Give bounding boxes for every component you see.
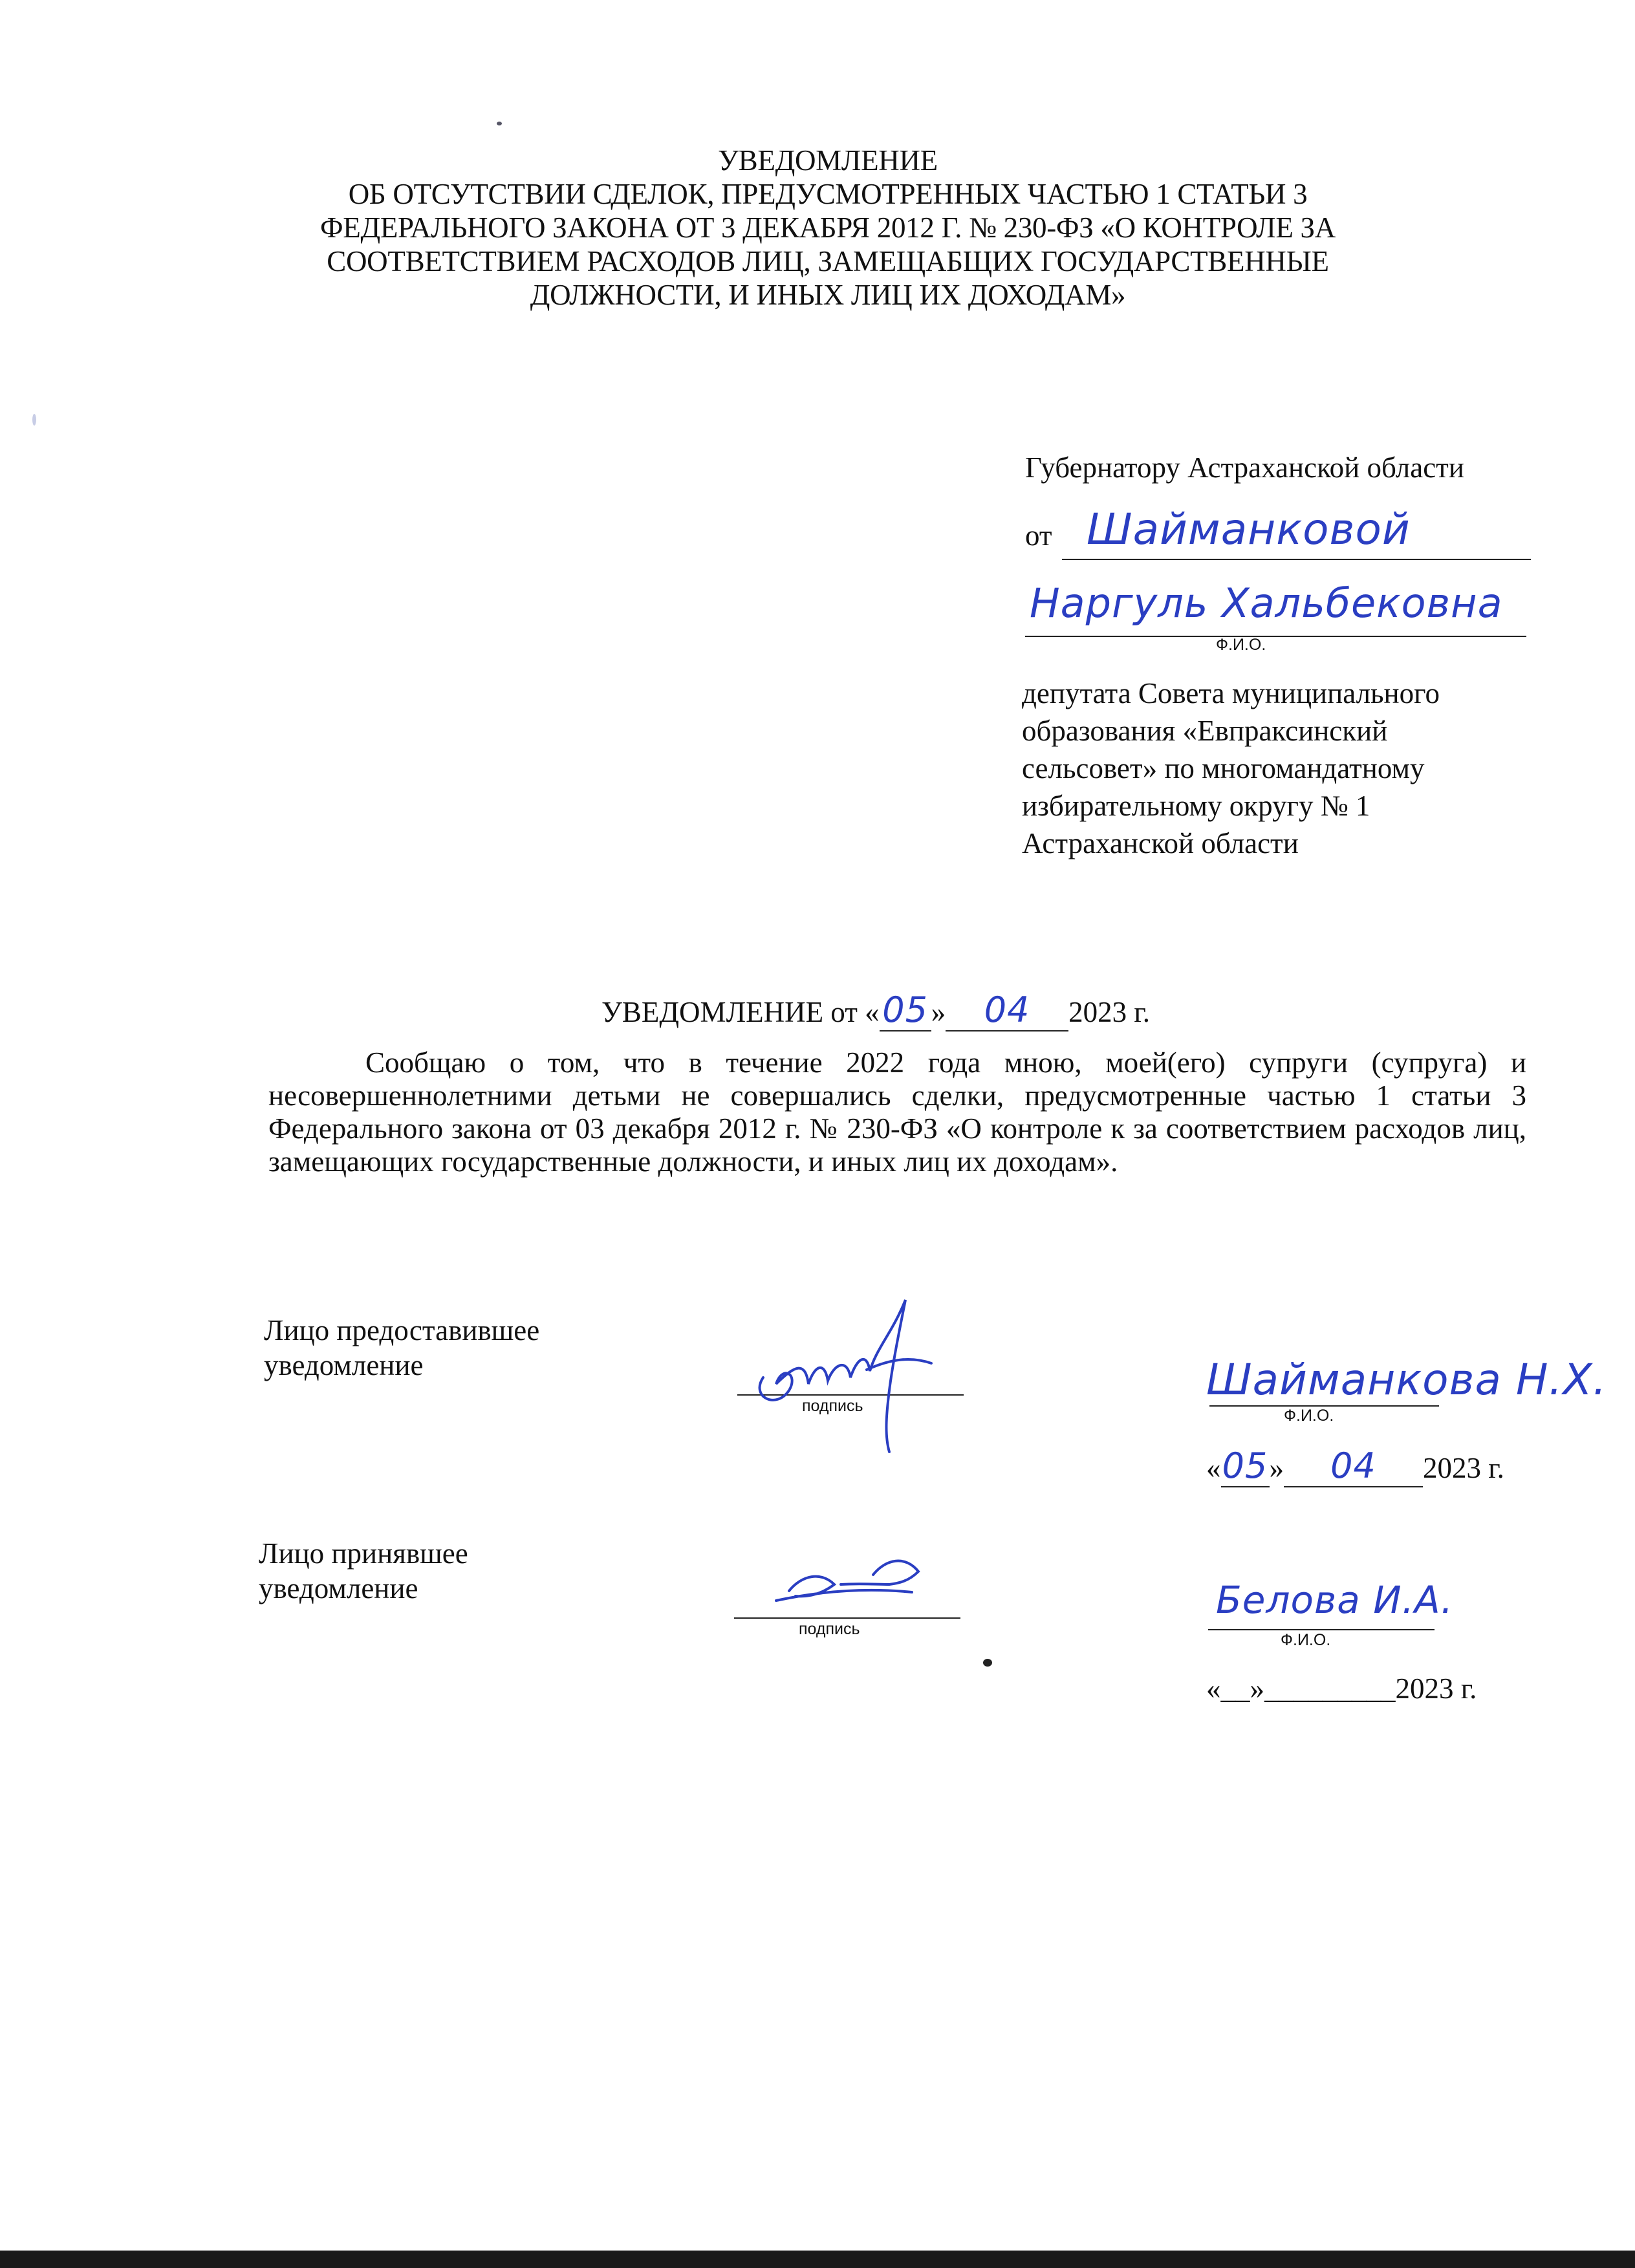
receiver-signature-caption: подпись: [799, 1620, 860, 1638]
notice-body-paragraph: Сообщаю о том, что в течение 2022 года мною, моей(его) супруги (супруга) и несовершеннолетними детьми не совершались сделки, предусмотренные частью 1 статьи 3 Федерального закона от 03 декабря 2012 г. № 230-ФЗ «О контроле к за соответствием расходов лиц, замещающих государственные должности, и иных лиц их доходам».: [268, 1046, 1526, 1178]
receiver-label-line-1: Лицо принявшее: [259, 1537, 468, 1570]
addressee-position: [1022, 675, 1440, 862]
submitter-signature: [737, 1287, 996, 1455]
position-line-5: Астраханской области: [1022, 827, 1299, 859]
scan-speck: [497, 122, 502, 125]
receiver-fio-caption: Ф.И.О.: [1281, 1631, 1331, 1649]
notice-date-year: 2023 г.: [1068, 996, 1151, 1028]
from-fio-caption: Ф.И.О.: [1216, 636, 1266, 654]
submitter-fio-caption: Ф.И.О.: [1284, 1407, 1334, 1425]
receiver-date: «__»_________2023 г.: [1206, 1672, 1477, 1705]
submitter-date-year: 2023 г.: [1423, 1452, 1504, 1484]
notice-date-prefix: УВЕДОМЛЕНИЕ от «: [601, 996, 880, 1028]
document-title: [272, 144, 1384, 312]
position-line-3: сельсовет» по многомандатному: [1022, 752, 1425, 784]
submitter-date-mid: »: [1269, 1452, 1284, 1484]
submitter-day-handwritten: 05: [1222, 1445, 1268, 1486]
from-name-handwritten: Наргуль Хальбековна: [1030, 579, 1503, 627]
notice-day-handwritten: 05: [882, 989, 928, 1030]
title-line-5: ДОЛЖНОСТИ, И ИНЫХ ЛИЦ ИХ ДОХОДАМ»: [530, 279, 1126, 311]
title-line-1: УВЕДОМЛЕНИЕ: [718, 144, 938, 177]
scan-speck: [32, 414, 36, 426]
notice-month-handwritten: 04: [984, 989, 1030, 1030]
submitter-label: [264, 1313, 539, 1383]
receiver-fio-handwritten: Белова И.А.: [1216, 1578, 1454, 1622]
title-line-2: ОБ ОТСУТСТВИИ СДЕЛОК, ПРЕДУСМОТРЕННЫХ ЧАСТЬЮ 1 СТАТЬИ 3: [348, 178, 1308, 210]
receiver-label-line-2: уведомление: [259, 1572, 418, 1604]
title-line-3: ФЕДЕРАЛЬНОГО ЗАКОНА ОТ 3 ДЕКАБРЯ 2012 Г. № 230-ФЗ «О КОНТРОЛЕ ЗА: [320, 211, 1336, 244]
notice-date-mid: »: [931, 996, 946, 1028]
submitter-signature-caption: подпись: [802, 1397, 863, 1415]
submitter-month-handwritten: 04: [1330, 1445, 1376, 1486]
submitter-fio-handwritten: Шайманкова Н.Х.: [1206, 1355, 1607, 1405]
position-line-2: образования «Евпраксинский: [1022, 715, 1388, 747]
submitter-label-line-2: уведомление: [264, 1349, 424, 1381]
addressee-to: Губернатору Астраханской области: [1025, 451, 1464, 484]
receiver-label: [259, 1536, 468, 1606]
receiver-fio-line: [1208, 1628, 1435, 1630]
submitter-date: [1206, 1445, 1504, 1487]
notice-date-line: [601, 989, 1150, 1031]
notice-body: [268, 1046, 1526, 1178]
ink-speck: [983, 1659, 992, 1667]
submitter-label-line-1: Лицо предоставившее: [264, 1314, 540, 1346]
scan-bottom-edge: [0, 2251, 1635, 2268]
submitter-date-open: «: [1206, 1452, 1221, 1484]
position-line-1: депутата Совета муниципального: [1022, 677, 1440, 709]
from-label: от: [1025, 519, 1052, 552]
from-surname-handwritten: Шайманковой: [1087, 504, 1411, 554]
position-line-4: избирательному округу № 1: [1022, 790, 1370, 822]
title-line-4: СООТВЕТСТВИЕМ РАСХОДОВ ЛИЦ, ЗАМЕЩАБЩИХ ГОСУДАРСТВЕННЫЕ: [327, 245, 1329, 277]
receiver-signature: [750, 1546, 957, 1623]
